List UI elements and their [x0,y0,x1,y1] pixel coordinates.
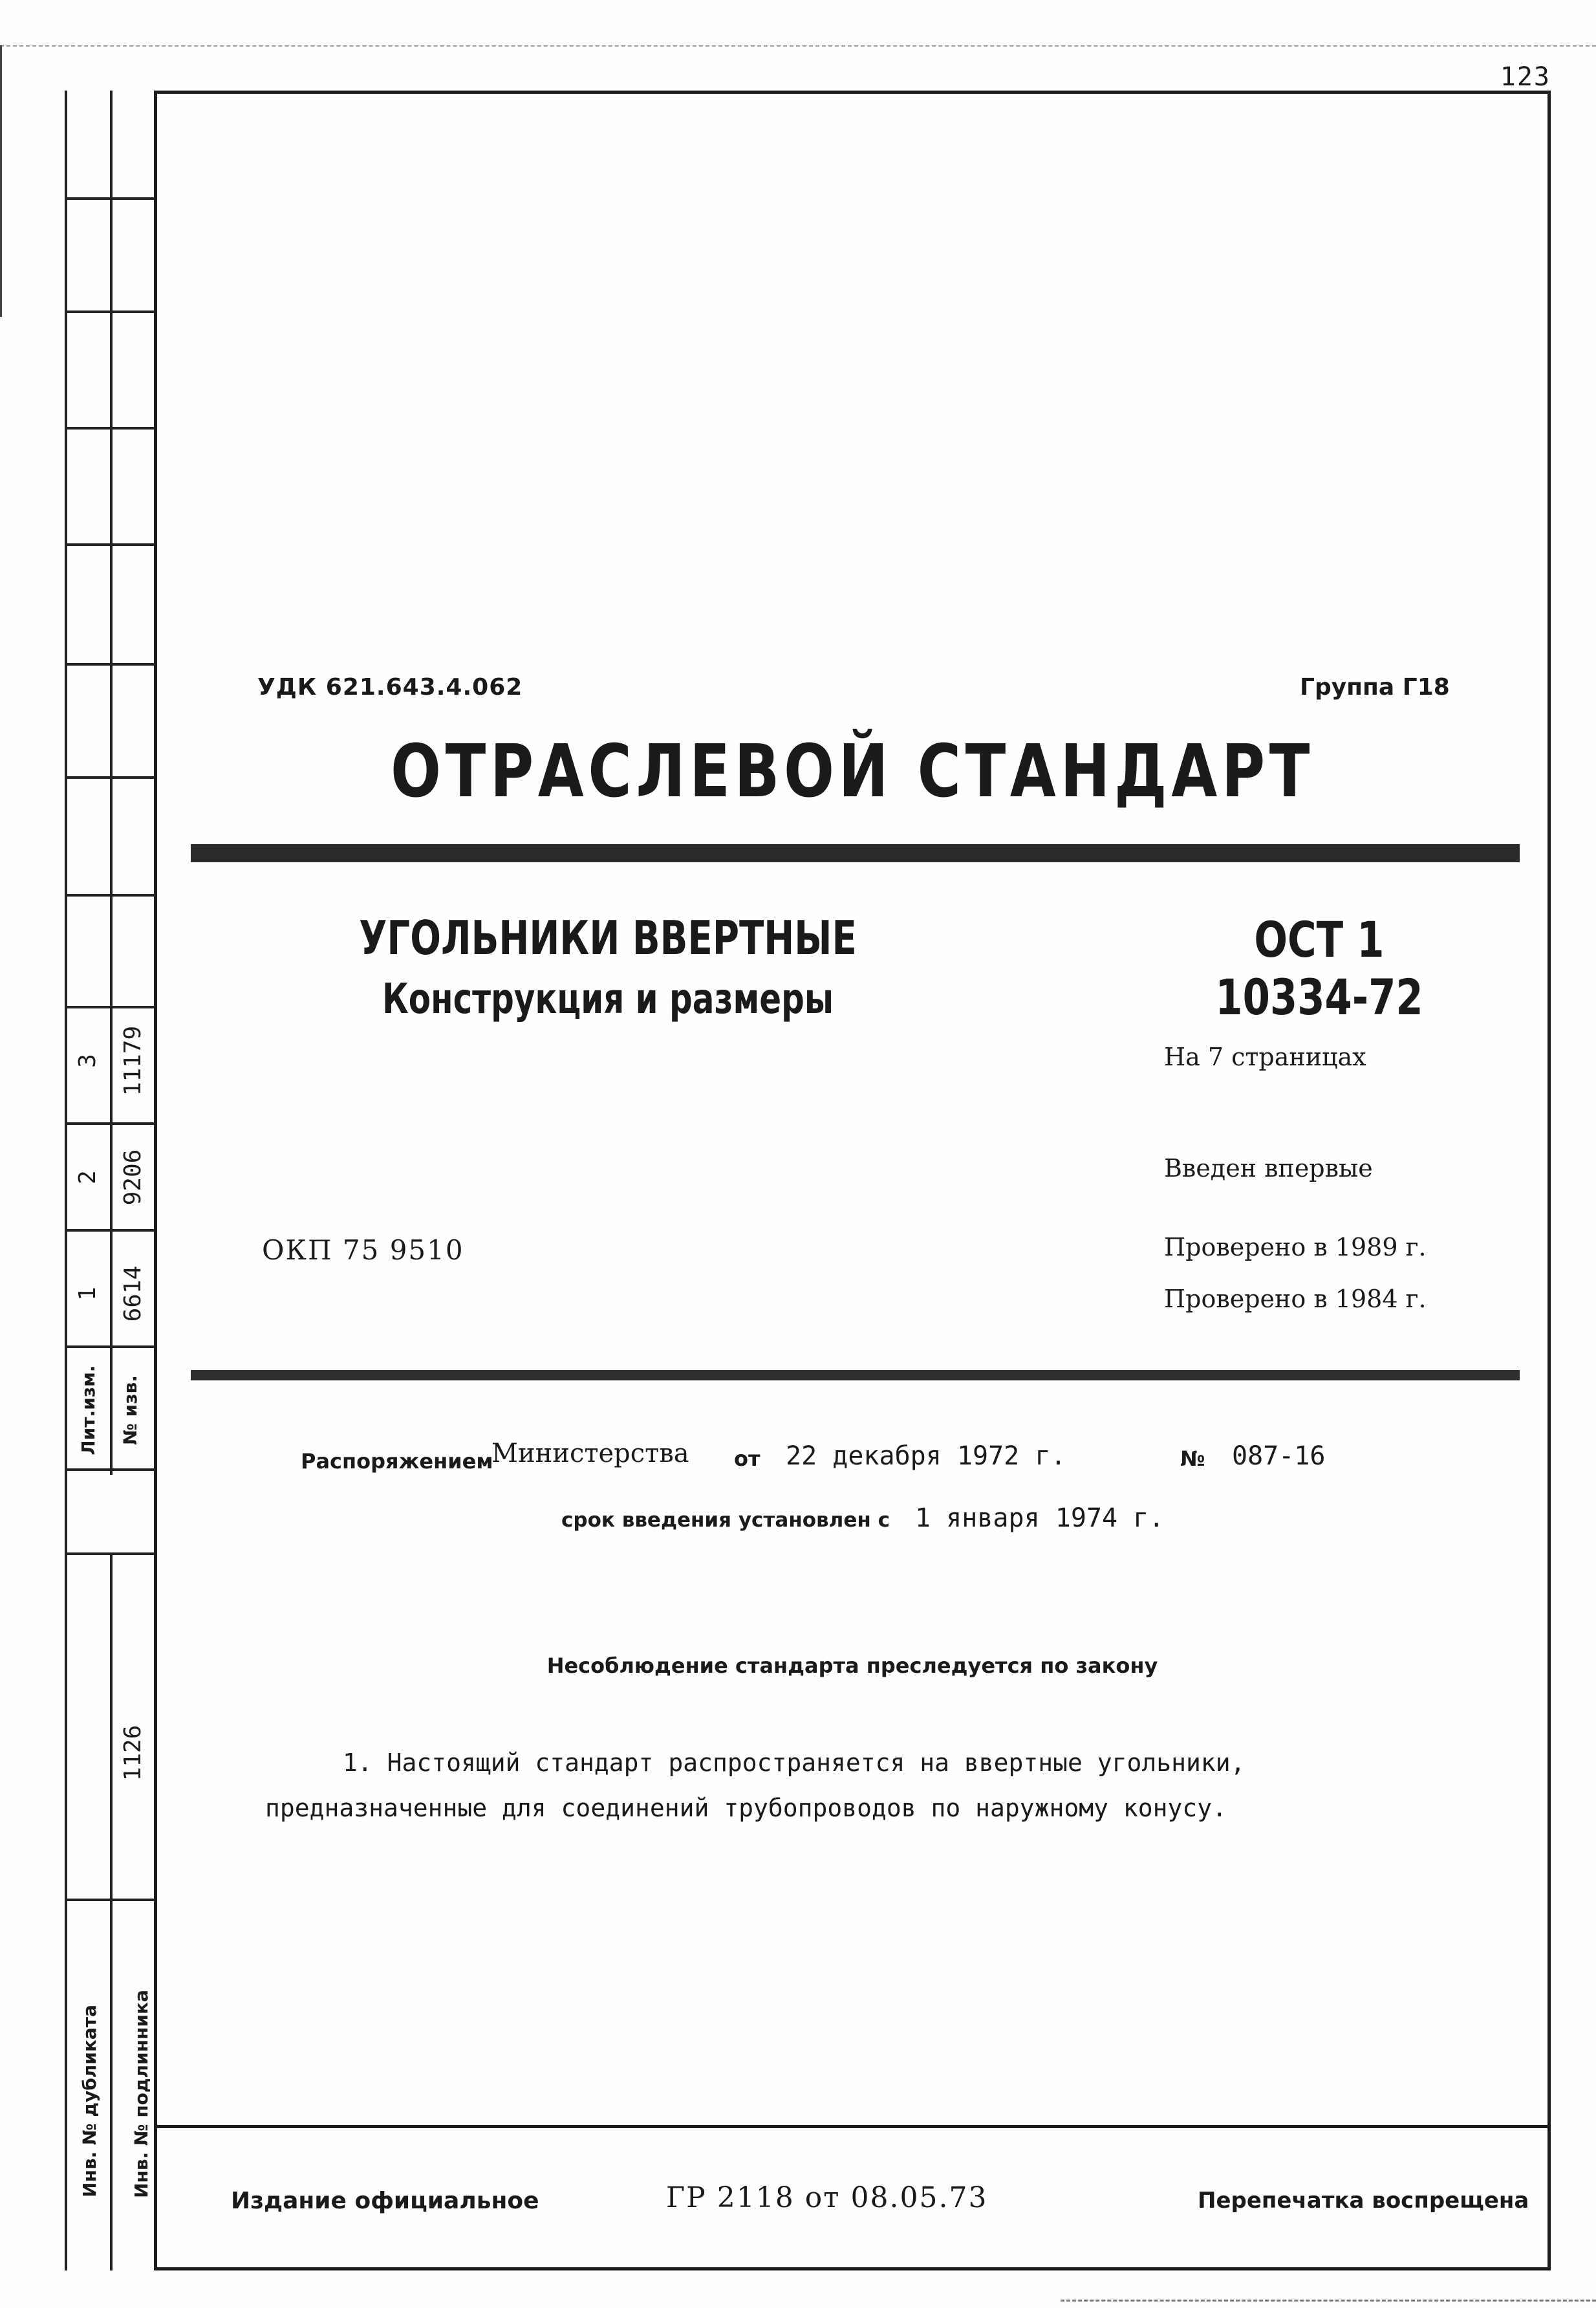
scan-edge-top [0,45,1596,47]
footer-divider [154,2125,1551,2128]
checked-1989: Проверено в 1989 г. [1164,1233,1427,1261]
strip-cell-line [65,1006,155,1008]
legal-warning: Несоблюдение стандарта преследуется по закону [546,1653,1158,1678]
rev-col-label-lit: Лит.изм. [78,1365,99,1455]
inv-duplicate-label: Инв. № дубликата [79,2005,100,2197]
side-strip-divider-lower [110,1552,113,2270]
page-title: ОТРАСЛЕВОЙ СТАНДАРТ [391,730,1314,814]
order-label: Распоряжением [301,1449,493,1474]
title-rule [191,844,1520,862]
strip-cell-line [65,894,155,897]
order-authority: Министерства [491,1439,689,1468]
strip-cell-line [65,1468,155,1471]
footer-edition: Издание официальное [231,2188,539,2214]
strip-cell-line [65,1345,155,1348]
strip-cell-line [65,663,155,666]
strip-cell-line [65,197,155,200]
strip-cell-line [65,776,155,779]
strip-cell-line [65,427,155,430]
introduced-note: Введен впервые [1164,1154,1373,1182]
footer-copyright: Перепечатка воспрещена [1198,2188,1529,2214]
group-code: Группа Г18 [1300,674,1450,701]
order-date: 22 декабря 1972 г. [786,1441,1066,1471]
strip-cell-line [65,310,155,313]
scope-paragraph-text: 1. Настоящий стандарт распространяется на ввертные угольники, предназначенные для соединений трубопроводов по наружному конусу. [265,1748,1246,1822]
standard-code: ОСТ 1 10334-72 [1215,911,1423,1026]
page-number: 123 [1500,62,1551,92]
strip-cell-line [65,1899,155,1901]
rev-lit-3: 3 [74,1054,101,1068]
rev-lit-2: 2 [74,1170,101,1184]
rev-col-label-izv: № изв. [120,1375,141,1445]
strip-cell-line [65,543,155,546]
inv-original-label: Инв. № подлинника [131,1990,152,2198]
scan-edge-bottom [1061,2300,1596,2302]
order-from-label: от [734,1446,760,1471]
subject-title: УГОЛЬНИКИ ВВЕРТНЫЕ [359,911,857,965]
inv-original-number: 1126 [120,1725,146,1781]
rev-izv-2: 9206 [120,1149,146,1206]
order-number-label: № [1180,1446,1205,1471]
term-date: 1 января 1974 г. [915,1503,1165,1533]
scope-paragraph [265,1740,1442,1831]
side-strip-divider [110,91,113,1475]
checked-1984: Проверено в 1984 г. [1164,1285,1427,1313]
scan-edge-left [0,45,2,317]
strip-cell-line [65,1122,155,1125]
section-rule [191,1370,1520,1380]
term-label: срок введения установлен с [561,1508,890,1532]
rev-izv-1: 6614 [120,1265,146,1322]
pages-info: На 7 страницах [1164,1043,1366,1071]
subject-subtitle: Конструкция и размеры [382,975,834,1023]
strip-cell-line [65,1229,155,1232]
rev-lit-1: 1 [74,1287,101,1301]
order-number: 087-16 [1232,1441,1326,1471]
udk-code: УДК 621.643.4.062 [257,674,523,701]
rev-izv-3: 11179 [120,1025,146,1096]
footer-registration: ГР 2118 от 08.05.73 [666,2181,988,2214]
okp-code: ОКП 75 9510 [262,1234,464,1266]
strip-cell-line [65,1552,155,1555]
